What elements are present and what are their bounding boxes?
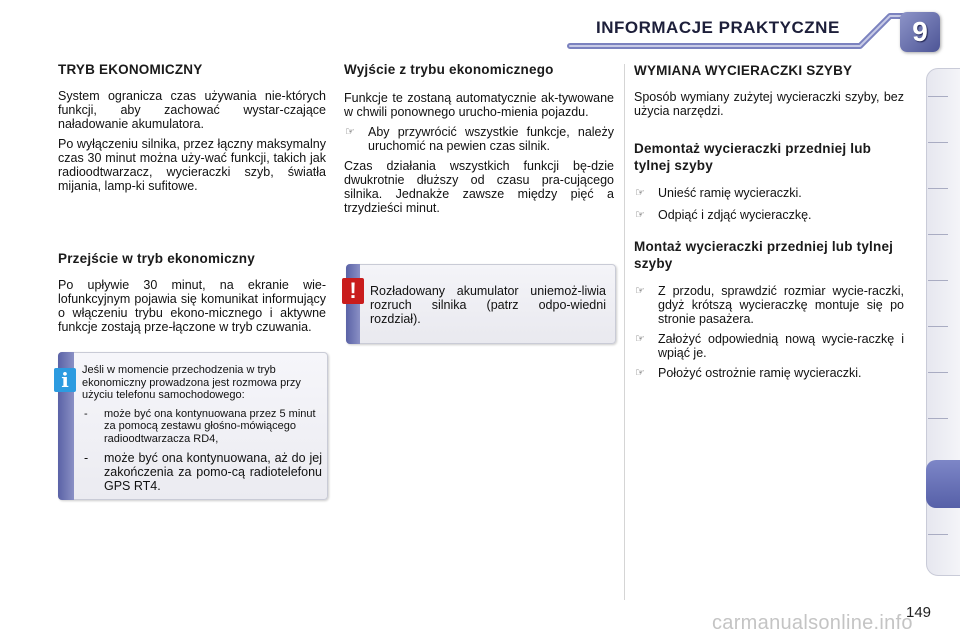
paragraph: Po upływie 30 minut, na ekranie wie-lofunkcyjnym pojawia się komunikat informujący o włączeniu trybu ekono-micznego i aktywne funkcje zostają prze-łączone w tryb czuwania. [58, 278, 326, 334]
heading-wiper-removal: Demontaż wycieraczki przedniej lub tylnej szyby [634, 141, 872, 173]
list-item-text: może być ona kontynuowana, aż do jej zakończenia za pomo-cą radiotelefonu GPS RT4. [104, 451, 322, 493]
column-exit-economy-mode [344, 62, 614, 215]
info-icon: i [54, 368, 76, 392]
tab-chapter-9-active[interactable] [926, 460, 960, 508]
list-item-text: Z przodu, sprawdzić rozmiar wycie-raczki, gdyż krótszą wycieraczkę montuje się po stronie pasażera. [658, 284, 904, 326]
heading-wiper-replacement: WYMIANA WYCIERACZKI SZYBY [634, 63, 853, 78]
tab-divider [928, 372, 948, 373]
list-item [634, 284, 904, 326]
list-item [344, 125, 614, 153]
list-item [634, 366, 904, 380]
list-item [634, 186, 904, 200]
list-item [82, 408, 322, 446]
list-item-text: Aby przywrócić wszystkie funkcje, należy uruchomić na pewien czas silnik. [368, 125, 614, 153]
dash-bullet: - [84, 407, 88, 420]
column-wiper-replacement [634, 62, 904, 380]
list-item-text: może być ona kontynuowana przez 5 minut za pomocą zestawu głośno-mówiącego radioodtwarzacza RD4, [104, 407, 316, 445]
list-item-text: Odpiąć i zdjąć wycieraczkę. [658, 208, 812, 222]
column-economy-mode [58, 62, 326, 334]
chapter-number: 9 [912, 16, 928, 47]
tab-divider [928, 534, 948, 535]
hand-pointer-icon: ☞ [635, 187, 645, 199]
info-intro: Jeśli w momencie przechodzenia w tryb ekonomiczny prowadzona jest rozmowa przy użyciu telefonu samochodowego: [82, 364, 301, 401]
warning-icon: ! [342, 278, 364, 304]
hand-pointer-icon: ☞ [635, 209, 645, 221]
page-number: 149 [906, 604, 932, 621]
tab-divider [928, 326, 948, 327]
paragraph: Sposób wymiany zużytej wycieraczki szyby, bez użycia narzędzi. [634, 90, 904, 118]
warning-box-stripe [346, 264, 360, 344]
tab-divider [928, 234, 948, 235]
paragraph: Czas działania wszystkich funkcji bę-dzie dwukrotnie dłuższy od czasu pra-cującego silnika. Jednakże zawsze między pięć a trzydzieści minut. [344, 159, 614, 215]
dash-bullet: - [84, 451, 89, 465]
list-item [634, 208, 904, 222]
page-title: INFORMACJE PRAKTYCZNE [596, 18, 840, 37]
watermark: carmanualsonline.info [712, 612, 913, 634]
paragraph: System ogranicza czas używania nie-których funkcji, aby zachować wystar-czające naładowanie akumulatora. [58, 89, 326, 131]
heading-enter-economy-mode: Przejście w tryb ekonomiczny [58, 251, 255, 266]
hand-pointer-icon: ☞ [635, 333, 645, 345]
tab-divider [928, 280, 948, 281]
heading-economy-mode: TRYB EKONOMICZNY [58, 62, 203, 77]
paragraph: Po wyłączeniu silnika, przez łączny maksymalny czas 30 minut można uży-wać funkcji, takich jak radioodtwarzacz, wycieraczki szyb, światła mijania, lamp-ki sufitowe. [58, 137, 326, 193]
hand-pointer-icon: ☞ [635, 285, 645, 297]
warning-text: Rozładowany akumulator uniemoż-liwia rozruch silnika (patrz odpo-wiedni rozdział). [370, 284, 606, 326]
heading-exit-economy-mode: Wyjście z trybu ekonomicznego [344, 62, 554, 77]
hand-pointer-icon: ☞ [345, 126, 355, 138]
hand-pointer-icon: ☞ [635, 367, 645, 379]
tab-divider [928, 418, 948, 419]
paragraph: Funkcje te zostaną automatycznie ak-tywowane w chwili ponownego urucho-mienia pojazdu. [344, 91, 614, 119]
column-divider [624, 64, 625, 600]
list-item-text: Położyć ostrożnie ramię wycieraczki. [658, 366, 862, 380]
tab-divider [928, 96, 948, 97]
list-item [634, 332, 904, 360]
list-item-text: Unieść ramię wycieraczki. [658, 186, 802, 200]
list-item [82, 451, 322, 493]
info-box-content [82, 364, 322, 493]
tab-divider [928, 188, 948, 189]
tab-divider [928, 142, 948, 143]
heading-wiper-fitting: Montaż wycieraczki przedniej lub tylnej szyby [634, 239, 894, 271]
list-item-text: Założyć odpowiednią nową wycie-raczkę i wpiąć je. [658, 332, 904, 360]
